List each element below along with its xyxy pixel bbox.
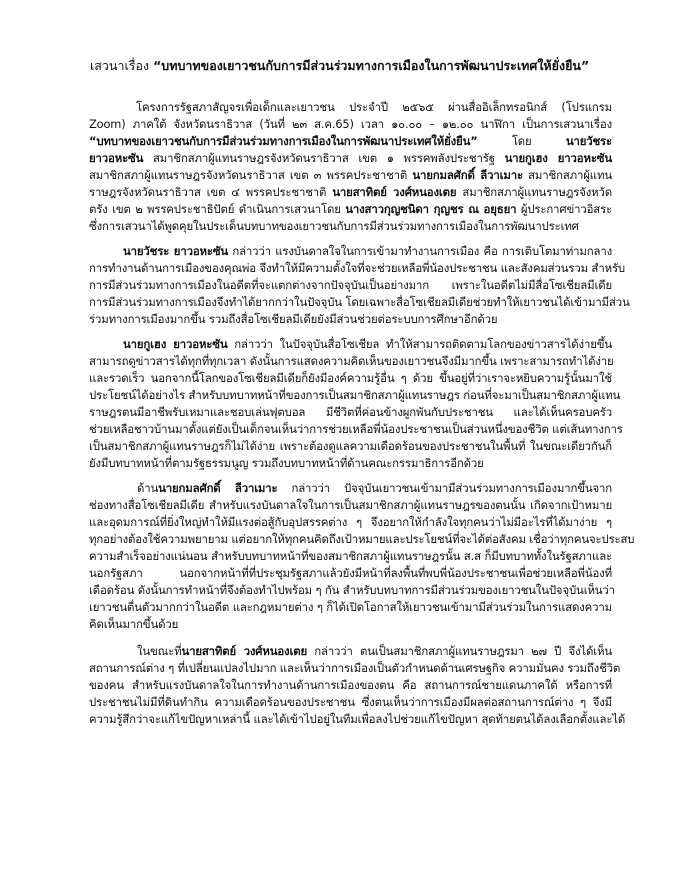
text-segment: ซึ่งการเสวนาได้พูดคุยในประเด็นบทบาทของเยาวชนกับการมีส่วนร่วมทางการเมืองในการพัฒนาประเทศ	[89, 219, 579, 233]
text-segment: เยาวชนตื่นตัวมากกว่าในอดีต และกฎหมายต่าง ๆ ก็ได้เปิดโอกาสให้เยาวชนเข้ามามีส่วนร่วมในการแสดงความ	[89, 600, 612, 614]
text-segment: โดย	[477, 134, 566, 148]
document-title	[90, 57, 610, 75]
text-line	[89, 387, 621, 404]
bold-text: นายวัชระ ยาวอหะซัน	[123, 244, 229, 258]
text-line	[123, 243, 612, 260]
text-line	[89, 711, 626, 728]
text-segment: ด้าน	[137, 481, 159, 495]
text-line	[89, 677, 612, 694]
bold-text: นายวัชระ	[565, 134, 612, 148]
text-line	[89, 133, 612, 150]
text-line	[89, 150, 612, 167]
text-line	[89, 438, 612, 455]
text-line	[89, 455, 612, 472]
text-line	[89, 404, 612, 421]
text-segment: สามารถดูข่าวสารได้ทุกที่ทุกเวลา ดังนั้นการแสดงความคิดเห็นของเยาวชนจึงมีมากขึ้น เพราะสามารถทำได้ง่าย	[89, 354, 614, 368]
text-segment: ความรู้สึกว่าจะแก้ไขปัญหาเหล่านี้ และได้เข้าไปอยู่ในทีมเพื่อลงไปช่วยแก้ไขปัญหา สุดท้ายตนได้ลงเลือกตั้งและได้	[89, 712, 626, 726]
text-segment: กล่าวว่า แรงบันดาลใจในการเข้ามาทำงานการเมือง คือ การเติบโตมาท่ามกลาง	[228, 244, 612, 258]
text-segment: ทุกอย่างต้องใช้ความพยายาม แต่อยากให้ทุกคนคิดถึงเป้าหมายและประโยชน์ที่จะได้ต่อสังคม เชื่อว่าทุกคนจะประสบ	[89, 532, 635, 546]
bold-text: ยาวอหะซัน	[89, 151, 144, 165]
text-segment: กล่าวว่า ตนเป็นสมาชิกสภาผู้แทนราษฎรมา ๒๗ ปี จึงได้เห็น	[306, 644, 612, 658]
text-line	[89, 218, 612, 235]
text-segment: กล่าวว่า ในปัจจุบันสื่อโซเชียล ทำให้สามารถติดตามโลกของข่าวสารได้ง่ายขึ้น	[227, 337, 612, 351]
text-line	[89, 616, 612, 633]
text-segment: ผู้ประกาศข่าวอิสระ	[516, 202, 612, 216]
text-line	[89, 311, 612, 328]
text-segment: สมาชิกสภาผู้แทนราษฎรจังหวัดนราธิวาส เขต ๑ พรรคพลังประชารัฐ	[143, 151, 505, 165]
text-line	[89, 694, 612, 711]
text-segment: ประชาชนไม่มีที่ดินทำกิน ความเดือดร้อนของประชาชน ซึ่งตนเห็นว่าการเมืองมีผลต่อสถานการณ์ต่าง ๆ จึงมี	[89, 695, 612, 709]
bold-text: นายสาทิตย์ วงศ์หนองเตย	[332, 185, 457, 199]
text-line	[136, 99, 612, 116]
text-segment: ช่องทางสื่อโซเชียลมีเดีย สำหรับแรงบันดาลใจในการเป็นสมาชิกสภาผู้แทนราษฎรของตนนั้น เกิดจากเป้าหมาย	[89, 498, 612, 512]
text-line	[89, 565, 612, 582]
text-line	[89, 421, 623, 438]
text-segment: และรวดเร็ว นอกจากนี้โลกของโซเชียลมีเดียก็ยังมีองค์ความรู้อื่น ๆ ด้วย ขึ้นอยู่ที่ว่าเราจะหยิบความรู้นั้นมาใช้	[89, 371, 612, 385]
text-segment: นอกรัฐสภา นอกจากหน้าที่ที่ประชุมรัฐสภาแล้วยังมีหน้าที่ลงพื้นที่พบพี่น้องประชาชนเพื่อช่วยเหลือพี่น้องที่	[89, 566, 612, 580]
text-line	[137, 480, 612, 497]
text-line	[89, 660, 621, 677]
text-segment: สถานการณ์ต่าง ๆ ที่เปลี่ยนแปลงไปมาก และเห็นว่าการเมืองเป็นตัวกำหนดด้านเศรษฐกิจ ความมั่นคง รวมถึงชีวิต	[89, 661, 621, 675]
text-segment: ราษฎรจังหวัดนราธิวาส เขต ๔ พรรคประชาชาติ	[89, 185, 333, 199]
bold-text: นายกูเฮง ยาวอหะซัน	[504, 151, 612, 165]
text-segment: การมีส่วนร่วมทางการเมืองในอดีตที่จะแตกต่างจากปัจจุบันเป็นอย่างมาก เพราะในอดีตไม่มีสื่อโซเชียลมีเดีย	[89, 278, 612, 292]
text-line	[89, 201, 612, 218]
text-segment: เป็นสมาชิกสภาผู้แทนราษฎรก็ไม่ได้ง่าย เพราะต้องดูแลความเดือดร้อนของประชาชนในพื้นที่ ในขณะเดียวกันก็	[89, 439, 612, 453]
text-segment: สมาชิกสภาผู้แทนราษฎรจังหวัด	[456, 185, 612, 199]
text-line	[89, 582, 615, 599]
text-segment: ของคน สำหรับแรงบันดาลใจในการทำงานด้านการเมืองของตน คือ สถานการณ์ชายแดนภาคใต้ หรือการที่	[89, 678, 612, 692]
text-segment: ความสำเร็จอย่างแน่นอน สำหรับบทบาทหน้าที่ของสมาชิกสภาผู้แทนราษฎรนั้น ส.ส ก็มีบทบาททั้งในรัฐสภาและ	[89, 549, 612, 563]
bold-text: นายกมลศักดิ์ ลีวาเมาะ	[412, 168, 523, 182]
text-line	[89, 184, 612, 201]
text-line	[89, 514, 612, 531]
text-line	[123, 336, 612, 353]
text-line	[89, 277, 612, 294]
text-segment: เดือดร้อน ดังนั้นการทำหน้าที่จึงต้องทำไปพร้อม ๆ กัน สำหรับบทบาทการมีส่วนร่วมของเยาวชนในปัจจุบันเห็นว่า	[89, 583, 615, 597]
text-segment: ในขณะที่	[137, 644, 182, 658]
text-line	[89, 370, 612, 387]
text-line	[89, 116, 612, 133]
title-topic: “บทบาทของเยาวชนกับการมีส่วนร่วมทางการเมืองในการพัฒนาประเทศให้ยั่งยืน”	[153, 58, 590, 73]
text-segment: การมีส่วนร่วมทางการเมืองจึงทำได้ยากกว่าในปัจจุบัน โดยเฉพาะสื่อโซเชียลมีเดียช่วยทำให้เยาวชนได้เข้ามามีส่วน	[89, 295, 630, 309]
bold-text: นางสาวกุญชนิดา กุญชร ณ อยุธยา	[345, 202, 517, 216]
text-segment: Zoom) ภาคใต้ จังหวัดนราธิวาส (วันที่ ๒๓ ส.ค.65) เวลา ๑๐.๐๐ – ๑๒.๐๐ นาฬิกา เป็นการเสวนาเรื่อง	[89, 117, 612, 131]
text-line	[89, 294, 630, 311]
text-line	[137, 643, 612, 660]
text-segment: สมาชิกสภาผู้แทนราษฎรจังหวัดนราธิวาส เขต ๓ พรรคประชาชาติ	[89, 168, 413, 182]
text-segment: และอุดมการณ์ที่ยิ่งใหญ่ทำให้มีแรงต่อสู้กับอุปสรรคต่าง ๆ จึงอยากให้กำลังใจทุกคนว่าไม่มีอะไรที่ได้มาง่าย ๆ	[89, 515, 612, 529]
text-line	[89, 599, 612, 616]
text-line	[89, 353, 612, 370]
text-segment: คิดเห็นมากขึ้นด้วย	[89, 617, 179, 631]
bold-text: นายกูเฮง ยาวอหะซัน	[123, 337, 228, 351]
text-line	[89, 548, 612, 565]
text-segment: สมาชิกสภาผู้แทน	[522, 168, 612, 182]
bold-text: นายสาทิตย์ วงศ์หนองเตย	[181, 644, 307, 658]
text-segment: ยังมีบทบาทหน้าที่ตามรัฐธรรมนูญ รวมถึงบทบาทหน้าที่ด้านคณะกรรมาธิการอีกด้วย	[89, 456, 484, 470]
text-segment: ช่วยเหลือชาวบ้านมาตั้งแต่ยังเป็นเด็กจนเห็นว่าการช่วยเหลือพี่น้องประชาชนเป็นส่วนหนึ่งของชีวิต แต่เส้นทางการ	[89, 422, 623, 436]
text-segment: โครงการรัฐสภาสัญจรเพื่อเด็กและเยาวชน ประจำปี ๒๕๖๕ ผ่านสื่ออิเล็กทรอนิกส์ (โปรแกรม	[136, 100, 612, 114]
text-segment: ประโยชน์ได้อย่างไร สำหรับบทบาทหน้าที่ของการเป็นสมาชิกสภาผู้แทนราษฎร ก่อนที่จะมาเป็นสมาชิกสภาผู้แทน	[89, 388, 621, 402]
text-segment: ราษฎรตนมีอาชีพรับเหมาและชอบเล่นฟุตบอล มีชีวิตที่ค่อนข้างผูกพันกับประชาชน และได้เห็นครอบครัว	[89, 405, 612, 419]
bold-text: นายกมลศักดิ์ ลีวาเมาะ	[158, 481, 278, 495]
text-segment: การทำงานด้านการเมืองของคุณพ่อ จึงทำให้มีความตั้งใจที่จะช่วยเหลือพี่น้องประชาชน และสังคมส่วนรวม สำหรับ	[89, 261, 626, 275]
bold-text: “บทบาทของเยาวชนกับการมีส่วนร่วมทางการเมืองในการพัฒนาประเทศให้ยั่งยืน”	[89, 134, 478, 148]
text-segment: กล่าวว่า ปัจจุบันเยาวชนเข้ามามีส่วนร่วมทางการเมืองมากขึ้นจาก	[277, 481, 613, 495]
text-segment: ร่วมทางการเมืองมากขึ้น รวมถึงสื่อโซเชียลมีเดียยังมีส่วนช่วยต่อระบบการศึกษาอีกด้วย	[89, 312, 498, 326]
text-line	[89, 497, 612, 514]
text-line	[89, 260, 626, 277]
text-line	[89, 531, 635, 548]
text-line	[89, 167, 612, 184]
text-segment: ตรัง เขต ๒ พรรคประชาธิปัตย์ ดำเนินการเสวนาโดย	[89, 202, 346, 216]
title-prefix: เสวนาเรื่อง	[90, 58, 154, 73]
